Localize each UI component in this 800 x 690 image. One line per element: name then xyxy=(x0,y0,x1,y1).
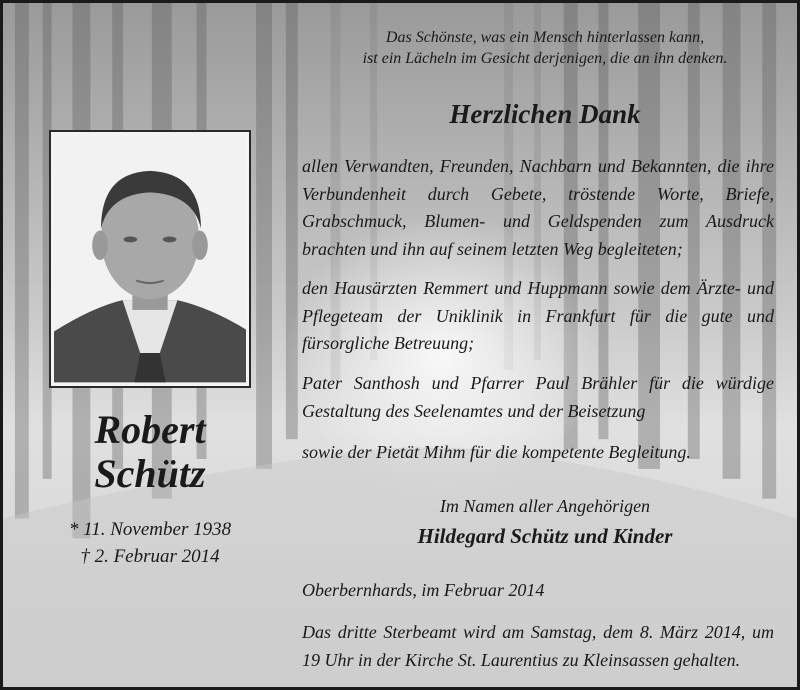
motto-quote xyxy=(303,27,787,69)
place-date: Oberbernhards, im Februar 2014 xyxy=(302,580,545,600)
portrait-photo xyxy=(49,130,251,388)
signature-names: Hildegard Schütz und Kinder xyxy=(417,524,673,548)
thanks-paragraph-funeral-home: sowie der Pietät Mihm für die kompetente Begleitung. xyxy=(302,442,691,462)
motto-line-2: ist ein Lächeln im Gesicht derjenigen, die an ihn denken. xyxy=(362,50,728,67)
heading: Herzlichen Dank xyxy=(449,99,641,129)
birth-date: * 11. November 1938 xyxy=(68,519,232,540)
memorial-service-notice: Das dritte Sterbeamt wird am Samstag, dem 8. März 2014, um 19 Uhr in der Kirche St. Laurentius zu Kleinsassen gehalten. xyxy=(302,622,774,670)
motto-line-1: Das Schönste, was ein Mensch hinterlassen kann, xyxy=(385,29,705,46)
death-date: † 2. Februar 2014 xyxy=(80,546,220,567)
first-name: Robert xyxy=(94,407,206,452)
thanks-paragraph-relatives: allen Verwandten, Freunden, Nachbarn und Bekannten, die ihre Verbundenheit durch Gebete, tröstende Worte, Briefe, Grabschmuck, Blumen- und Geldspenden zum Ausdruck brachten und ihn auf seinem letzten Weg begleiteten; xyxy=(302,156,774,259)
thanks-paragraph-clergy: Pater Santhosh und Pfarrer Paul Brähler für die würdige Gestaltung des Seelenamtes und der Beisetzung xyxy=(302,373,774,421)
life-dates xyxy=(49,516,251,570)
deceased-name xyxy=(49,408,251,496)
last-name: Schütz xyxy=(94,451,206,496)
portrait-image xyxy=(54,135,246,383)
signature-block xyxy=(303,496,787,549)
signature-intro: Im Namen aller Angehörigen xyxy=(439,496,651,516)
thanks-paragraph-doctors: den Hausärzten Remmert und Huppmann sowie dem Ärzte- und Pflegeteam der Uniklinik in Frankfurt für die gute und fürsorgliche Betreuung; xyxy=(302,278,774,353)
